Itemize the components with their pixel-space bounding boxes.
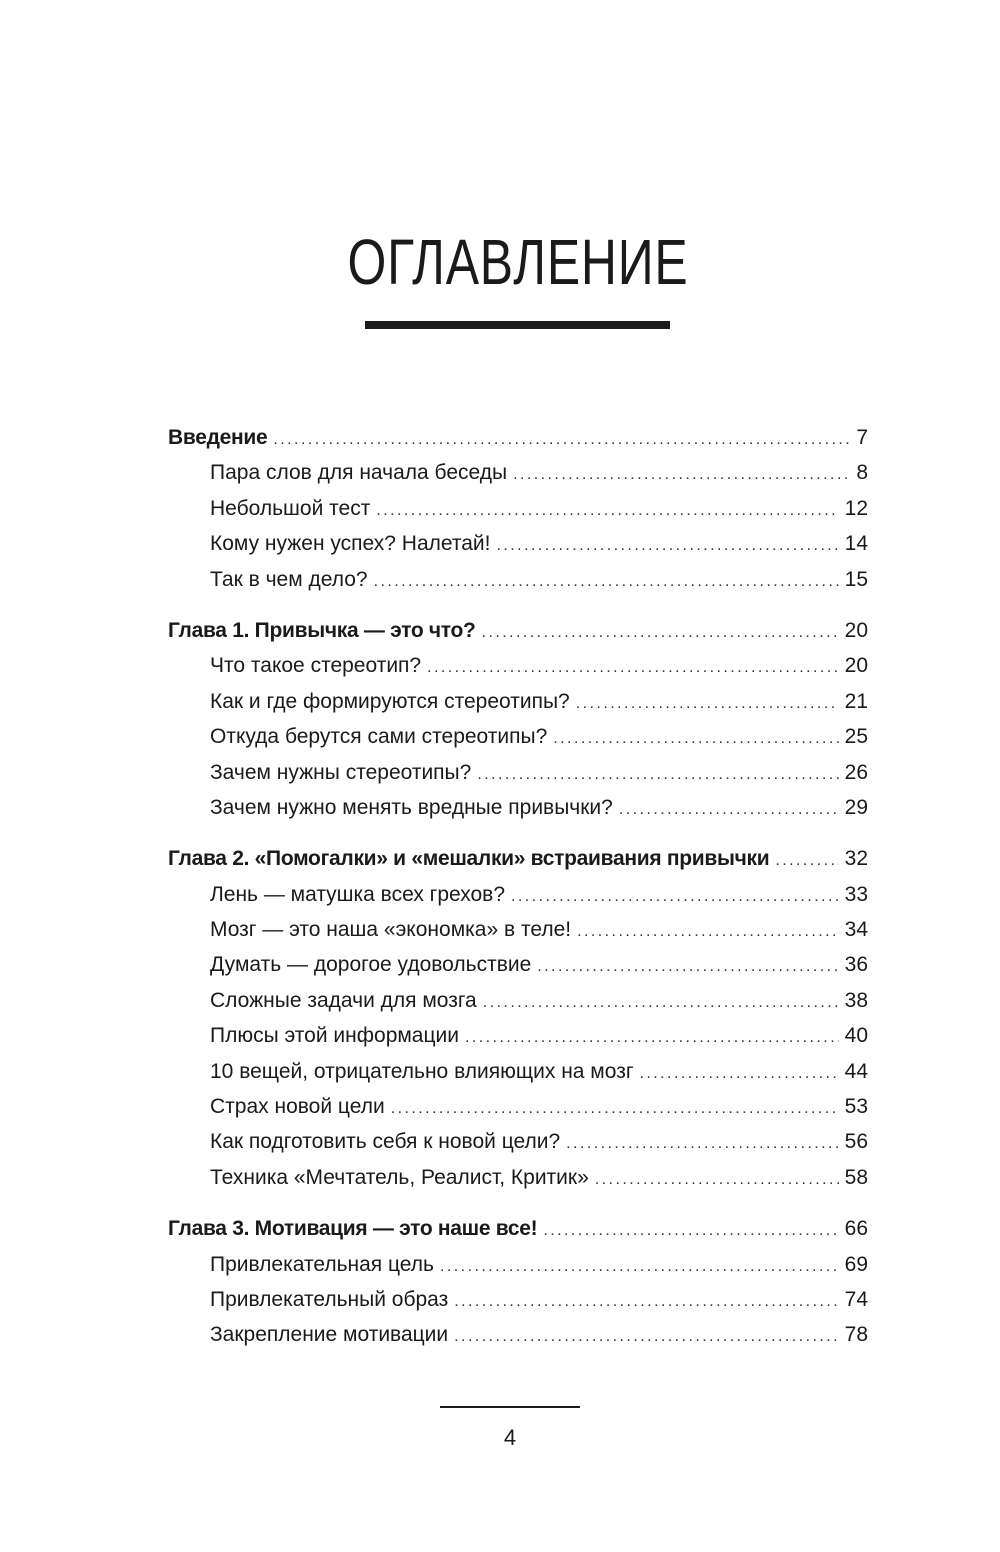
toc-page-number: 36 [844, 953, 868, 977]
toc-leader-dots [477, 757, 838, 792]
toc-section[interactable] [168, 1018, 868, 1053]
toc-page-number: 7 [856, 426, 868, 449]
toc-page-number: 69 [844, 1252, 868, 1276]
toc-section[interactable] [168, 1317, 868, 1352]
toc-page-number: 78 [844, 1323, 868, 1347]
toc-section-title: Зачем нужны стереотипы? [210, 760, 472, 784]
toc-leader-dots [566, 1126, 838, 1161]
toc-section-title: Что такое стереотип? [210, 654, 422, 678]
toc-section[interactable] [168, 1282, 868, 1317]
toc-leader-dots [374, 564, 839, 599]
toc-section-title: Как и где формируются стереотипы? [210, 689, 570, 713]
toc-section-title: Кому нужен успех? Налетай! [210, 532, 491, 556]
toc-leader-dots [497, 528, 839, 563]
toc-page-number: 44 [844, 1059, 868, 1083]
toc-group-intro [168, 420, 868, 597]
toc-section[interactable] [168, 491, 868, 526]
toc-group-chapter-3 [168, 1211, 868, 1353]
toc-leader-dots [576, 686, 839, 721]
toc-leader-dots [482, 615, 839, 650]
toc-leader-dots [376, 493, 838, 528]
toc-group-chapter-2 [168, 841, 868, 1195]
toc-leader-dots [775, 843, 838, 878]
toc-section-title: Закрепление мотивации [210, 1323, 449, 1347]
toc-page-number: 20 [844, 654, 868, 678]
toc-section[interactable] [168, 912, 868, 947]
toc-page-number: 53 [844, 1095, 868, 1119]
toc-section-title: Думать — дорогое удовольствие [210, 953, 532, 977]
toc-section-title: Привлекательная цель [210, 1252, 434, 1276]
toc-section-title: Техника «Мечтатель, Реалист, Критик» [210, 1165, 589, 1189]
toc-section-title: Небольшой тест [210, 496, 371, 520]
toc-section[interactable] [168, 790, 868, 825]
toc-leader-dots [553, 721, 838, 756]
toc-section-title: Как подготовить себя к новой цели? [210, 1130, 561, 1154]
toc-section[interactable] [168, 1054, 868, 1089]
toc-section-title: Лень — матушка всех грехов? [210, 882, 505, 906]
toc-leader-dots [595, 1162, 839, 1197]
toc-chapter-title: Глава 2. «Помогалки» и «мешалки» встраивания привычки [168, 847, 770, 871]
toc-section[interactable] [168, 755, 868, 790]
toc-section[interactable] [168, 648, 868, 683]
toc-section-title: Так в чем дело? [210, 567, 368, 591]
toc-page-number: 29 [844, 795, 868, 819]
toc-section[interactable] [168, 947, 868, 982]
toc-section[interactable] [168, 1160, 868, 1195]
toc-leader-dots [577, 914, 839, 949]
table-of-contents [168, 420, 868, 1369]
toc-section[interactable] [168, 877, 868, 912]
toc-section-title: Мозг — это наша «экономка» в теле! [210, 918, 572, 942]
toc-leader-dots [465, 1020, 839, 1055]
toc-section-title: Страх новой цели [210, 1095, 385, 1119]
toc-page-number: 26 [844, 760, 868, 784]
toc-leader-dots [537, 949, 838, 984]
toc-page-number: 34 [844, 918, 868, 942]
toc-page-number: 25 [844, 725, 868, 749]
toc-page-number: 14 [844, 532, 868, 556]
toc-page-number: 8 [856, 461, 868, 485]
toc-leader-dots [391, 1091, 839, 1126]
toc-page-number: 32 [844, 847, 868, 871]
toc-leader-dots [454, 1284, 838, 1319]
toc-leader-dots [639, 1056, 838, 1091]
toc-page-number: 40 [844, 1024, 868, 1048]
toc-section[interactable] [168, 562, 868, 597]
toc-section[interactable] [168, 526, 868, 561]
toc-section-title: Привлекательный образ [210, 1287, 449, 1311]
toc-section[interactable] [168, 684, 868, 719]
toc-page-number: 33 [844, 882, 868, 906]
toc-section[interactable] [168, 983, 868, 1018]
toc-page-number: 12 [844, 496, 868, 520]
toc-page-number: 20 [844, 618, 868, 642]
toc-leader-dots [511, 879, 839, 914]
toc-section[interactable] [168, 455, 868, 490]
toc-section[interactable] [168, 1124, 868, 1159]
toc-page-number: 21 [844, 689, 868, 713]
toc-leader-dots [440, 1249, 839, 1284]
toc-leader-dots [483, 985, 839, 1020]
toc-section-title: Сложные задачи для мозга [210, 988, 477, 1012]
toc-chapter[interactable] [168, 1211, 868, 1246]
page-title: ОГЛАВЛЕНИЕ [347, 226, 689, 298]
toc-section-title: Откуда берутся сами стереотипы? [210, 725, 548, 749]
toc-chapter[interactable] [168, 613, 868, 648]
toc-section-title: 10 вещей, отрицательно влияющих на мозг [210, 1059, 634, 1083]
toc-page-number: 58 [844, 1165, 868, 1189]
toc-section-title: Плюсы этой информации [210, 1024, 459, 1048]
toc-section-title: Зачем нужно менять вредные привычки? [210, 795, 613, 819]
toc-section[interactable] [168, 1089, 868, 1124]
toc-page-number: 56 [844, 1130, 868, 1154]
toc-group-chapter-1 [168, 613, 868, 825]
toc-leader-dots [454, 1319, 838, 1354]
toc-section[interactable] [168, 719, 868, 754]
toc-section-title: Пара слов для начала беседы [210, 461, 508, 485]
toc-section[interactable] [168, 1247, 868, 1282]
toc-leader-dots [273, 422, 850, 457]
toc-chapter-title: Глава 3. Мотивация — это наше все! [168, 1217, 538, 1241]
title-underline [365, 321, 670, 329]
toc-page-number: 74 [844, 1287, 868, 1311]
toc-leader-dots [543, 1213, 838, 1248]
toc-leader-dots [513, 457, 850, 492]
toc-page-number: 15 [844, 567, 868, 591]
toc-chapter[interactable] [168, 420, 868, 455]
toc-chapter-title: Глава 1. Привычка — это что? [168, 618, 476, 642]
toc-page-number: 66 [844, 1217, 868, 1241]
page-number: 4 [503, 1425, 517, 1450]
toc-page-number: 38 [844, 988, 868, 1012]
toc-leader-dots [427, 650, 839, 685]
footer-rule [440, 1406, 580, 1408]
toc-chapter-title: Введение [168, 426, 268, 449]
toc-chapter[interactable] [168, 841, 868, 876]
toc-leader-dots [619, 792, 839, 827]
